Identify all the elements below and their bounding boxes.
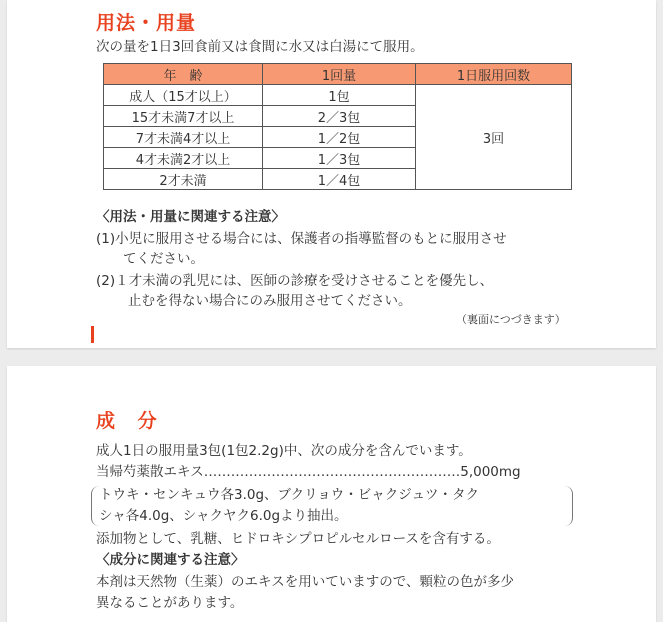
extract-dots: ………………………………………………… (203, 464, 461, 480)
ingredients-line1: 成人1日の服用量3包(1包2.2g)中、次の成分を含んでいます。 (96, 443, 472, 459)
usage-notes-heading: 〈用法・用量に関連する注意〉 (96, 209, 285, 225)
dosage-table (103, 63, 572, 190)
age-cell: 15才未満7才以上 (104, 106, 263, 127)
extract-amount: 5,000mg (460, 464, 521, 480)
ingredients-note-line1: 本剤は天然物（生薬）のエキスを用いていますので、顆粒の色が多少 (96, 574, 514, 590)
dose-cell: 2／3包 (263, 106, 416, 127)
age-cell: 4才未満2才以上 (104, 148, 263, 169)
age-cell: 成人（15才以上） (104, 85, 263, 106)
times-cell: 3回 (416, 85, 572, 190)
header-times: 1日服用回数 (416, 64, 572, 85)
ingredients-notes-heading: 〈成分に関連する注意〉 (96, 552, 245, 568)
accent-bar (91, 326, 94, 343)
dose-cell: 1包 (263, 85, 416, 106)
dose-cell: 1／2包 (263, 127, 416, 148)
header-age: 年 齢 (104, 64, 263, 85)
table-row (104, 85, 572, 106)
header-dose: 1回量 (263, 64, 416, 85)
extract-name: 当帰芍薬散エキス (96, 464, 204, 480)
extract-row (96, 463, 521, 481)
ingredients-card (7, 366, 656, 622)
usage-dosage-card (7, 0, 656, 348)
herbs-line1: トウキ・センキュウ各3.0g、ブクリョウ・ビャクジュツ・タク (99, 487, 479, 503)
dose-cell: 1／3包 (263, 148, 416, 169)
dose-cell: 1／4包 (263, 169, 416, 190)
ingredients-note-line2: 異なることがあります。 (96, 595, 244, 611)
note1-line2: てください。 (123, 251, 204, 267)
note2-line1: (2)１才未満の乳児には、医師の診療を受けさせることを優先し、 (96, 273, 494, 289)
age-cell: 2才未満 (104, 169, 263, 190)
usage-heading: 用法・用量 (96, 12, 197, 34)
note2-line2: 止むを得ない場合にのみ服用させてください。 (128, 293, 412, 309)
age-cell: 7才未満4才以上 (104, 127, 263, 148)
continued-note: （裏面につづきます） (456, 313, 566, 326)
ingredients-heading: 成 分 (96, 410, 165, 432)
usage-intro: 次の量を1日3回食前又は食間に水又は白湯にて服用。 (96, 39, 424, 55)
herbs-line2: シャ各4.0g、シャクヤク6.0gより抽出。 (99, 508, 348, 524)
additives-line: 添加物として、乳糖、ヒドロキシプロピルセルロースを含有する。 (96, 531, 500, 547)
table-header-row (104, 64, 572, 85)
note1-line1: (1)小児に服用させる場合には、保護者の指導監督のもとに服用させ (96, 231, 507, 247)
